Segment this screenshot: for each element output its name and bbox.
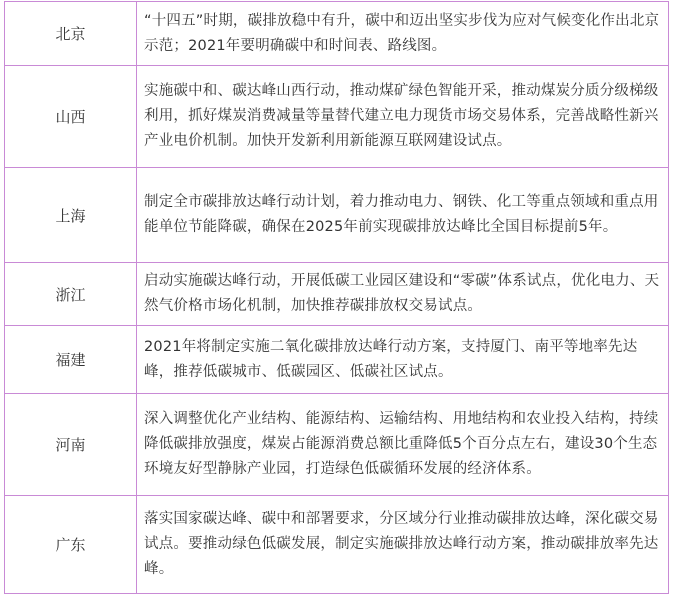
policy-cell: 深入调整优化产业结构、能源结构、运输结构、用地结构和农业投入结构，持续降低碳排放强度，煤炭占能源消费总额比重降低5个百分点左右，建设30个生态环境友好型静脉产业园，打造绿色低碳循环发展的经济体系。: [137, 394, 669, 496]
region-cell: 福建: [5, 326, 137, 394]
policy-cell: 落实国家碳达峰、碳中和部署要求，分区域分行业推动碳排放达峰，深化碳交易试点。要推动绿色低碳发展，制定实施碳排放达峰行动方案，推动碳排放率先达峰。: [137, 496, 669, 594]
policy-cell: 实施碳中和、碳达峰山西行动，推动煤矿绿色智能开采，推动煤炭分质分级梯级利用，抓好煤炭消费减量等量替代建立电力现货市场交易体系，完善战略性新兴产业电价机制。加快开发新利用新能源互联网建设试点。: [137, 66, 669, 168]
table-row: [5, 66, 669, 168]
policy-cell: 启动实施碳达峰行动，开展低碳工业园区建设和“零碳”体系试点，优化电力、天然气价格市场化机制，加快推荐碳排放权交易试点。: [137, 263, 669, 326]
region-cell: 山西: [5, 66, 137, 168]
regional-policy-table: [4, 1, 669, 594]
policy-cell: 2021年将制定实施二氧化碳排放达峰行动方案，支持厦门、南平等地率先达峰，推荐低碳城市、低碳园区、低碳社区试点。: [137, 326, 669, 394]
regional-policy-table-container: [4, 1, 669, 594]
table-row: [5, 496, 669, 594]
table-row: [5, 263, 669, 326]
region-cell: 浙江: [5, 263, 137, 326]
region-cell: 上海: [5, 168, 137, 263]
region-cell: 北京: [5, 2, 137, 66]
policy-cell: “十四五”时期，碳排放稳中有升，碳中和迈出坚实步伐为应对气候变化作出北京示范；2021年要明确碳中和时间表、路线图。: [137, 2, 669, 66]
region-cell: 广东: [5, 496, 137, 594]
region-cell: 河南: [5, 394, 137, 496]
table-row: [5, 2, 669, 66]
table-row: [5, 326, 669, 394]
policy-cell: 制定全市碳排放达峰行动计划，着力推动电力、钢铁、化工等重点领域和重点用能单位节能降碳，确保在2025年前实现碳排放达峰比全国目标提前5年。: [137, 168, 669, 263]
table-row: [5, 394, 669, 496]
table-row: [5, 168, 669, 263]
